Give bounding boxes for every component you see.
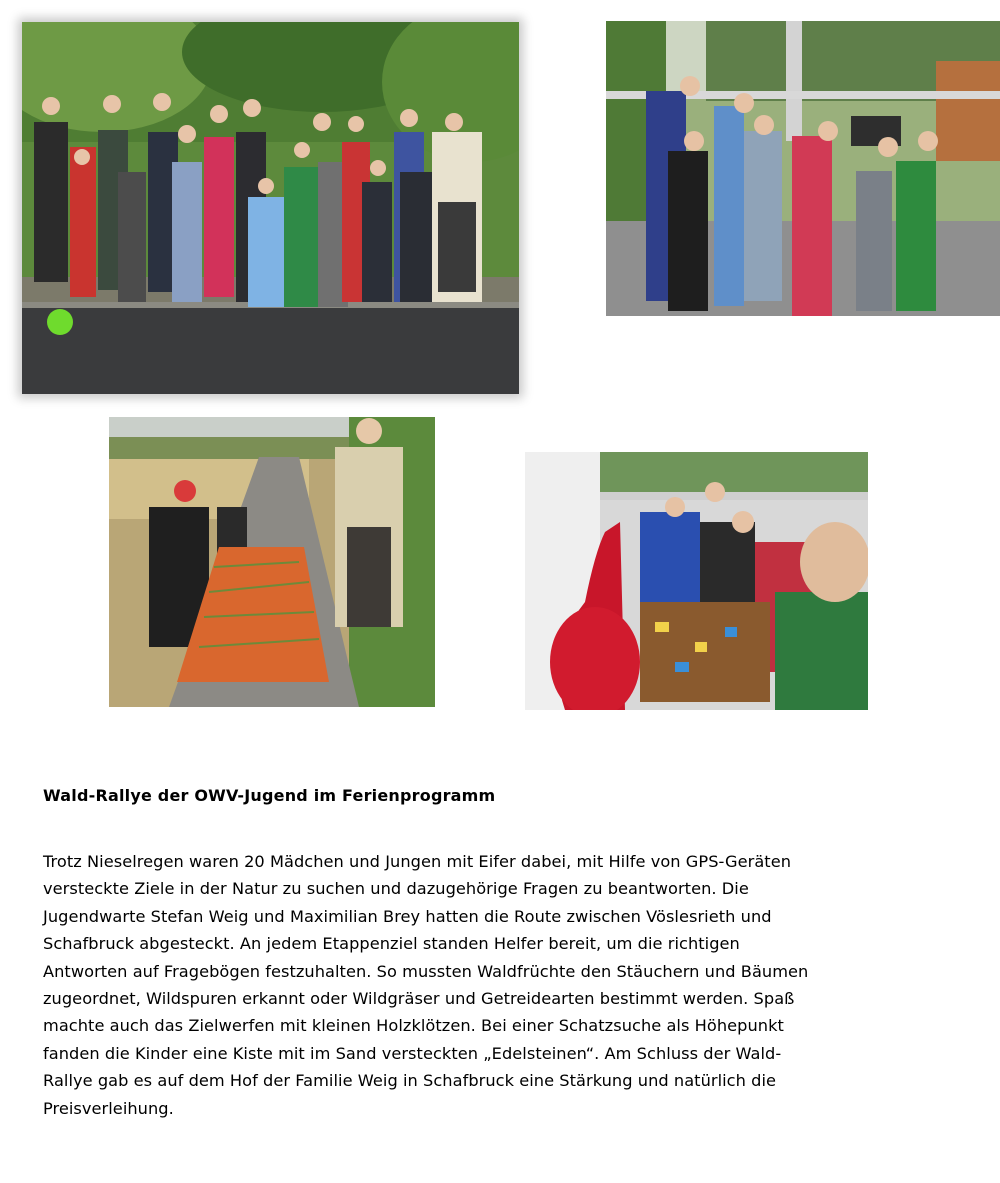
grass-table-photo [109, 417, 435, 707]
body-line: Schafbruck abgesteckt. An jedem Etappenziel standen Helfer bereit, um die richtigen [43, 934, 740, 954]
body-line: Jugendwarte Stefan Weig und Maximilian Brey hatten die Route zwischen Vöslesrieth und [43, 906, 772, 926]
body-line: Trotz Nieselregen waren 20 Mädchen und Jungen mit Eifer dabei, mit Hilfe von GPS-Geräten [43, 852, 792, 871]
children-photo [606, 21, 1000, 316]
body-line: machte auch das Zielwerfen mit kleinen Holzklötzen. Bei einer Schatzsuche als Höhepunkt [43, 1016, 784, 1036]
group-photo [22, 22, 519, 394]
body-line: versteckte Ziele in der Natur zu suchen und dazugehörige Fragen zu beantworten. Die [43, 879, 749, 899]
treasure-photo [525, 452, 868, 710]
body-line: Preisverleihung. [43, 1098, 174, 1118]
article-body [43, 848, 923, 1122]
article-headline: Wald-Rallye der OWV-Jugend im Ferienprogramm [43, 786, 496, 805]
body-line: fanden die Kinder eine Kiste mit im Sand versteckten „Edelsteinen“. Am Schluss der Wald- [43, 1043, 782, 1063]
body-line: Antworten auf Fragebögen festzuhalten. So mussten Waldfrüchte den Stäuchern und Bäumen [43, 961, 809, 981]
body-line: Rallye gab es auf dem Hof der Familie Weig in Schafbruck eine Stärkung und natürlich die [43, 1071, 777, 1091]
body-line: zugeordnet, Wildspuren erkannt oder Wildgräser und Getreidearten bestimmt werden. Spaß [43, 989, 795, 1009]
